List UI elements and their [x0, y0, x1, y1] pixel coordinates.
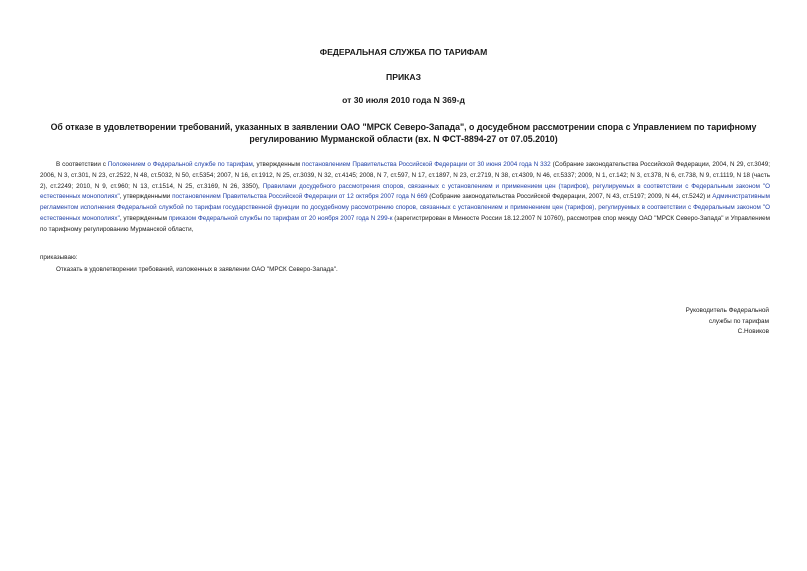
- preamble-text: (зарегистрирован в Минюсте России 18.12.2007 N 10760), рассмотрев спор между ОАО "МРСК Северо-Запада" и Управлением по тарифному регулированию Мурманской области,: [40, 214, 770, 233]
- preamble-text: (Собрание законодательства Российской Федерации, 2007, N 43, ст.5197; 2009, N 44, ст.5242) и: [427, 193, 713, 201]
- signature-position-line2: службы по тарифам: [708, 317, 769, 325]
- link-pretrial-rules[interactable]: Правилами досудебного рассмотрения споров, связанных с установлением и применением цен (тарифов), регулируемых в соответствии с Федеральным законом "О естественных монополиях": [40, 182, 770, 201]
- preamble-text: , утвержденным: [252, 161, 302, 168]
- signature-position-line1: Руководитель Федеральной: [685, 307, 769, 314]
- agency-name: ФЕДЕРАЛЬНАЯ СЛУЖБА ПО ТАРИФАМ: [319, 47, 488, 57]
- link-government-decree-332[interactable]: постановлением Правительства Российской Федерации от 30 июня 2004 года N 332: [301, 161, 551, 168]
- preamble-text: (Собрание законодательства Российской Федерации, 2004, N 29, ст.3049; 2006, N 3, ст.301, N 23, ст.2522, N 48, ст.5032, N 50, ст.5354; 2007, N 16, ст.1912, N 25, ст.3039, N 32, ст.4145; 2008, N 7, ст.597, N 17, ст.1897, N 23, ст.2719, N 38, ст.4309, N 46, ст.5337; 2009, N 1, ст.142; N 3, ст.378, N 6, ст.738, N 9, ст.1119, N 18 (часть 2), ст.2249; 2010, N 9, ст.960; N 13, ст.1514, N 25, ст.3169, N 26, 3350),: [40, 161, 771, 190]
- preamble-text: , утвержденным: [119, 214, 169, 222]
- link-fts-regulation[interactable]: Положением о Федеральной службе по тарифам: [107, 161, 253, 168]
- signature-name: С.Новиков: [737, 328, 769, 336]
- signature-block: [686, 306, 769, 338]
- document-title: Об отказе в удовлетворении требований, указанных в заявлении ОАО "МРСК Северо-Запада", о досудебном рассмотрении спора с Управлением по тарифному регулированию Мурманской области (вх. N ФСТ-8894-27 от 07.05.2010): [50, 122, 757, 144]
- decide-word: приказываю:: [40, 254, 78, 261]
- link-administrative-regulation[interactable]: Административным регламентом исполнения Федеральной службой по тарифам государственной функции по досудебному рассмотрению споров, связанных с установлением и применением цен (тарифов), регулируемых в соответствии с Федеральным законом "О естественных монополиях": [40, 193, 770, 222]
- link-government-decree-669[interactable]: постановлением Правительства Российской Федерации от 12 октября 2007 года N 669: [172, 193, 428, 201]
- preamble-paragraph: [40, 160, 770, 236]
- document-date: от 30 июля 2010 года N 369-д: [342, 95, 465, 105]
- document-type: ПРИКАЗ: [386, 72, 421, 82]
- link-fts-order-299k[interactable]: приказом Федеральной службы по тарифам от 20 ноября 2007 года N 299-к: [168, 214, 393, 222]
- preamble-text: , утвержденными: [119, 193, 173, 201]
- preamble-text: В соответствии с: [56, 161, 108, 168]
- resolution-text: Отказать в удовлетворении требований, изложенных в заявлении ОАО "МРСК Северо-Запада".: [56, 266, 338, 273]
